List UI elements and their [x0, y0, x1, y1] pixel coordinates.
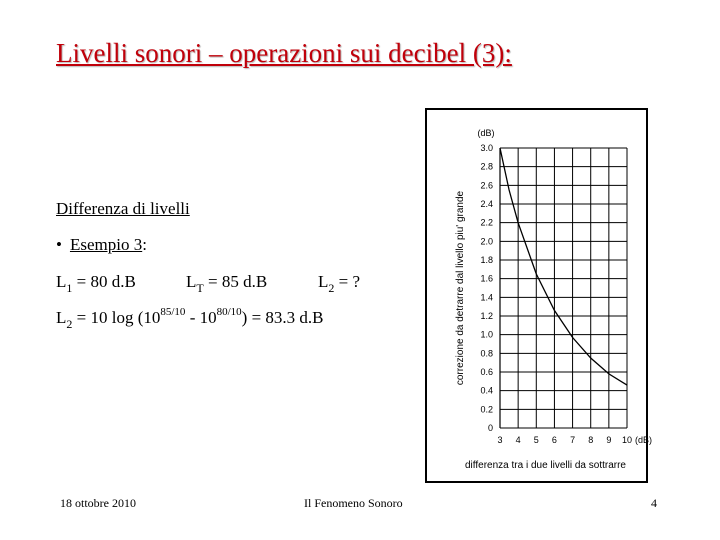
y-tick-label: 3.0 [480, 143, 493, 153]
bullet-example [56, 235, 147, 255]
l2q-rest: = ? [334, 272, 361, 291]
y-tick-label: 2.4 [480, 199, 493, 209]
correction-chart-svg [427, 110, 653, 481]
footer-date: 18 ottobre 2010 [60, 496, 136, 510]
x-axis-label: differenza tra i due livelli da sottrarre [464, 460, 627, 471]
l1-symbol: L [56, 272, 67, 291]
bullet-label: Esempio 3 [69, 235, 143, 254]
x-unit-label: (dB) [635, 435, 653, 445]
y-tick-label: 0.6 [480, 367, 493, 377]
y-unit-label: (dB) [477, 128, 495, 138]
y-tick-label: 2.2 [480, 217, 493, 228]
y-tick-label: 1.0 [480, 329, 493, 340]
section-heading: Differenza di livelli [56, 199, 190, 218]
x-tick-label: 8 [588, 435, 594, 445]
x-tick-label: 10 [621, 435, 633, 445]
formula-symbol: L [56, 308, 67, 327]
y-tick-label: 1.2 [480, 311, 493, 321]
slide-title: Livelli sonori – operazioni sui decibel (3): [56, 38, 512, 68]
x-tick-label: 9 [606, 435, 612, 445]
y-tick-label: 2.6 [480, 180, 493, 191]
formula-exponent1: 85/10 [160, 306, 186, 318]
bullet-marker: • [56, 235, 62, 254]
x-tick-label: 3 [497, 435, 503, 445]
formula-subscript: 2 [66, 317, 73, 331]
lt-subscript: T [196, 281, 204, 295]
correction-chart [425, 108, 653, 483]
l2q-subscript: 2 [328, 281, 335, 295]
l2q-symbol: L [318, 272, 329, 291]
x-tick-label: 7 [570, 435, 576, 445]
l2-question [318, 272, 361, 295]
l1-value [56, 272, 136, 295]
footer-page-number: 4 [651, 496, 657, 510]
y-tick-label: 1.8 [480, 255, 493, 265]
l1-rest: = 80 d.B [72, 272, 136, 291]
lt-rest: = 85 d.B [203, 272, 268, 291]
lt-value [186, 272, 268, 295]
correction-curve [500, 148, 627, 385]
y-tick-label: 0.2 [480, 404, 493, 415]
y-tick-label: 1.4 [480, 292, 493, 303]
y-tick-label: 0.4 [480, 385, 493, 396]
x-tick-label: 6 [551, 435, 557, 445]
formula-part1: = 10 log (10 [72, 308, 161, 327]
footer-title: Il Fenomeno Sonoro [304, 496, 403, 510]
y-tick-label: 0 [487, 423, 493, 433]
lt-symbol: L [186, 272, 197, 291]
formula-line [56, 306, 324, 331]
x-tick-label: 5 [533, 435, 539, 445]
x-tick-label: 4 [515, 435, 521, 445]
bullet-colon: : [142, 235, 147, 254]
formula-part2: - 10 [185, 308, 217, 327]
l1-subscript: 1 [66, 281, 73, 295]
y-axis-label: correzione da detrarre dal livello piu' grande [455, 190, 466, 386]
y-tick-label: 2.8 [480, 161, 493, 172]
formula-exponent2: 80/10 [216, 306, 242, 318]
formula-part3: ) = 83.3 d.B [241, 308, 324, 327]
y-tick-label: 0.8 [480, 348, 493, 359]
y-tick-label: 2.0 [480, 236, 493, 247]
y-tick-label: 1.6 [480, 273, 493, 284]
